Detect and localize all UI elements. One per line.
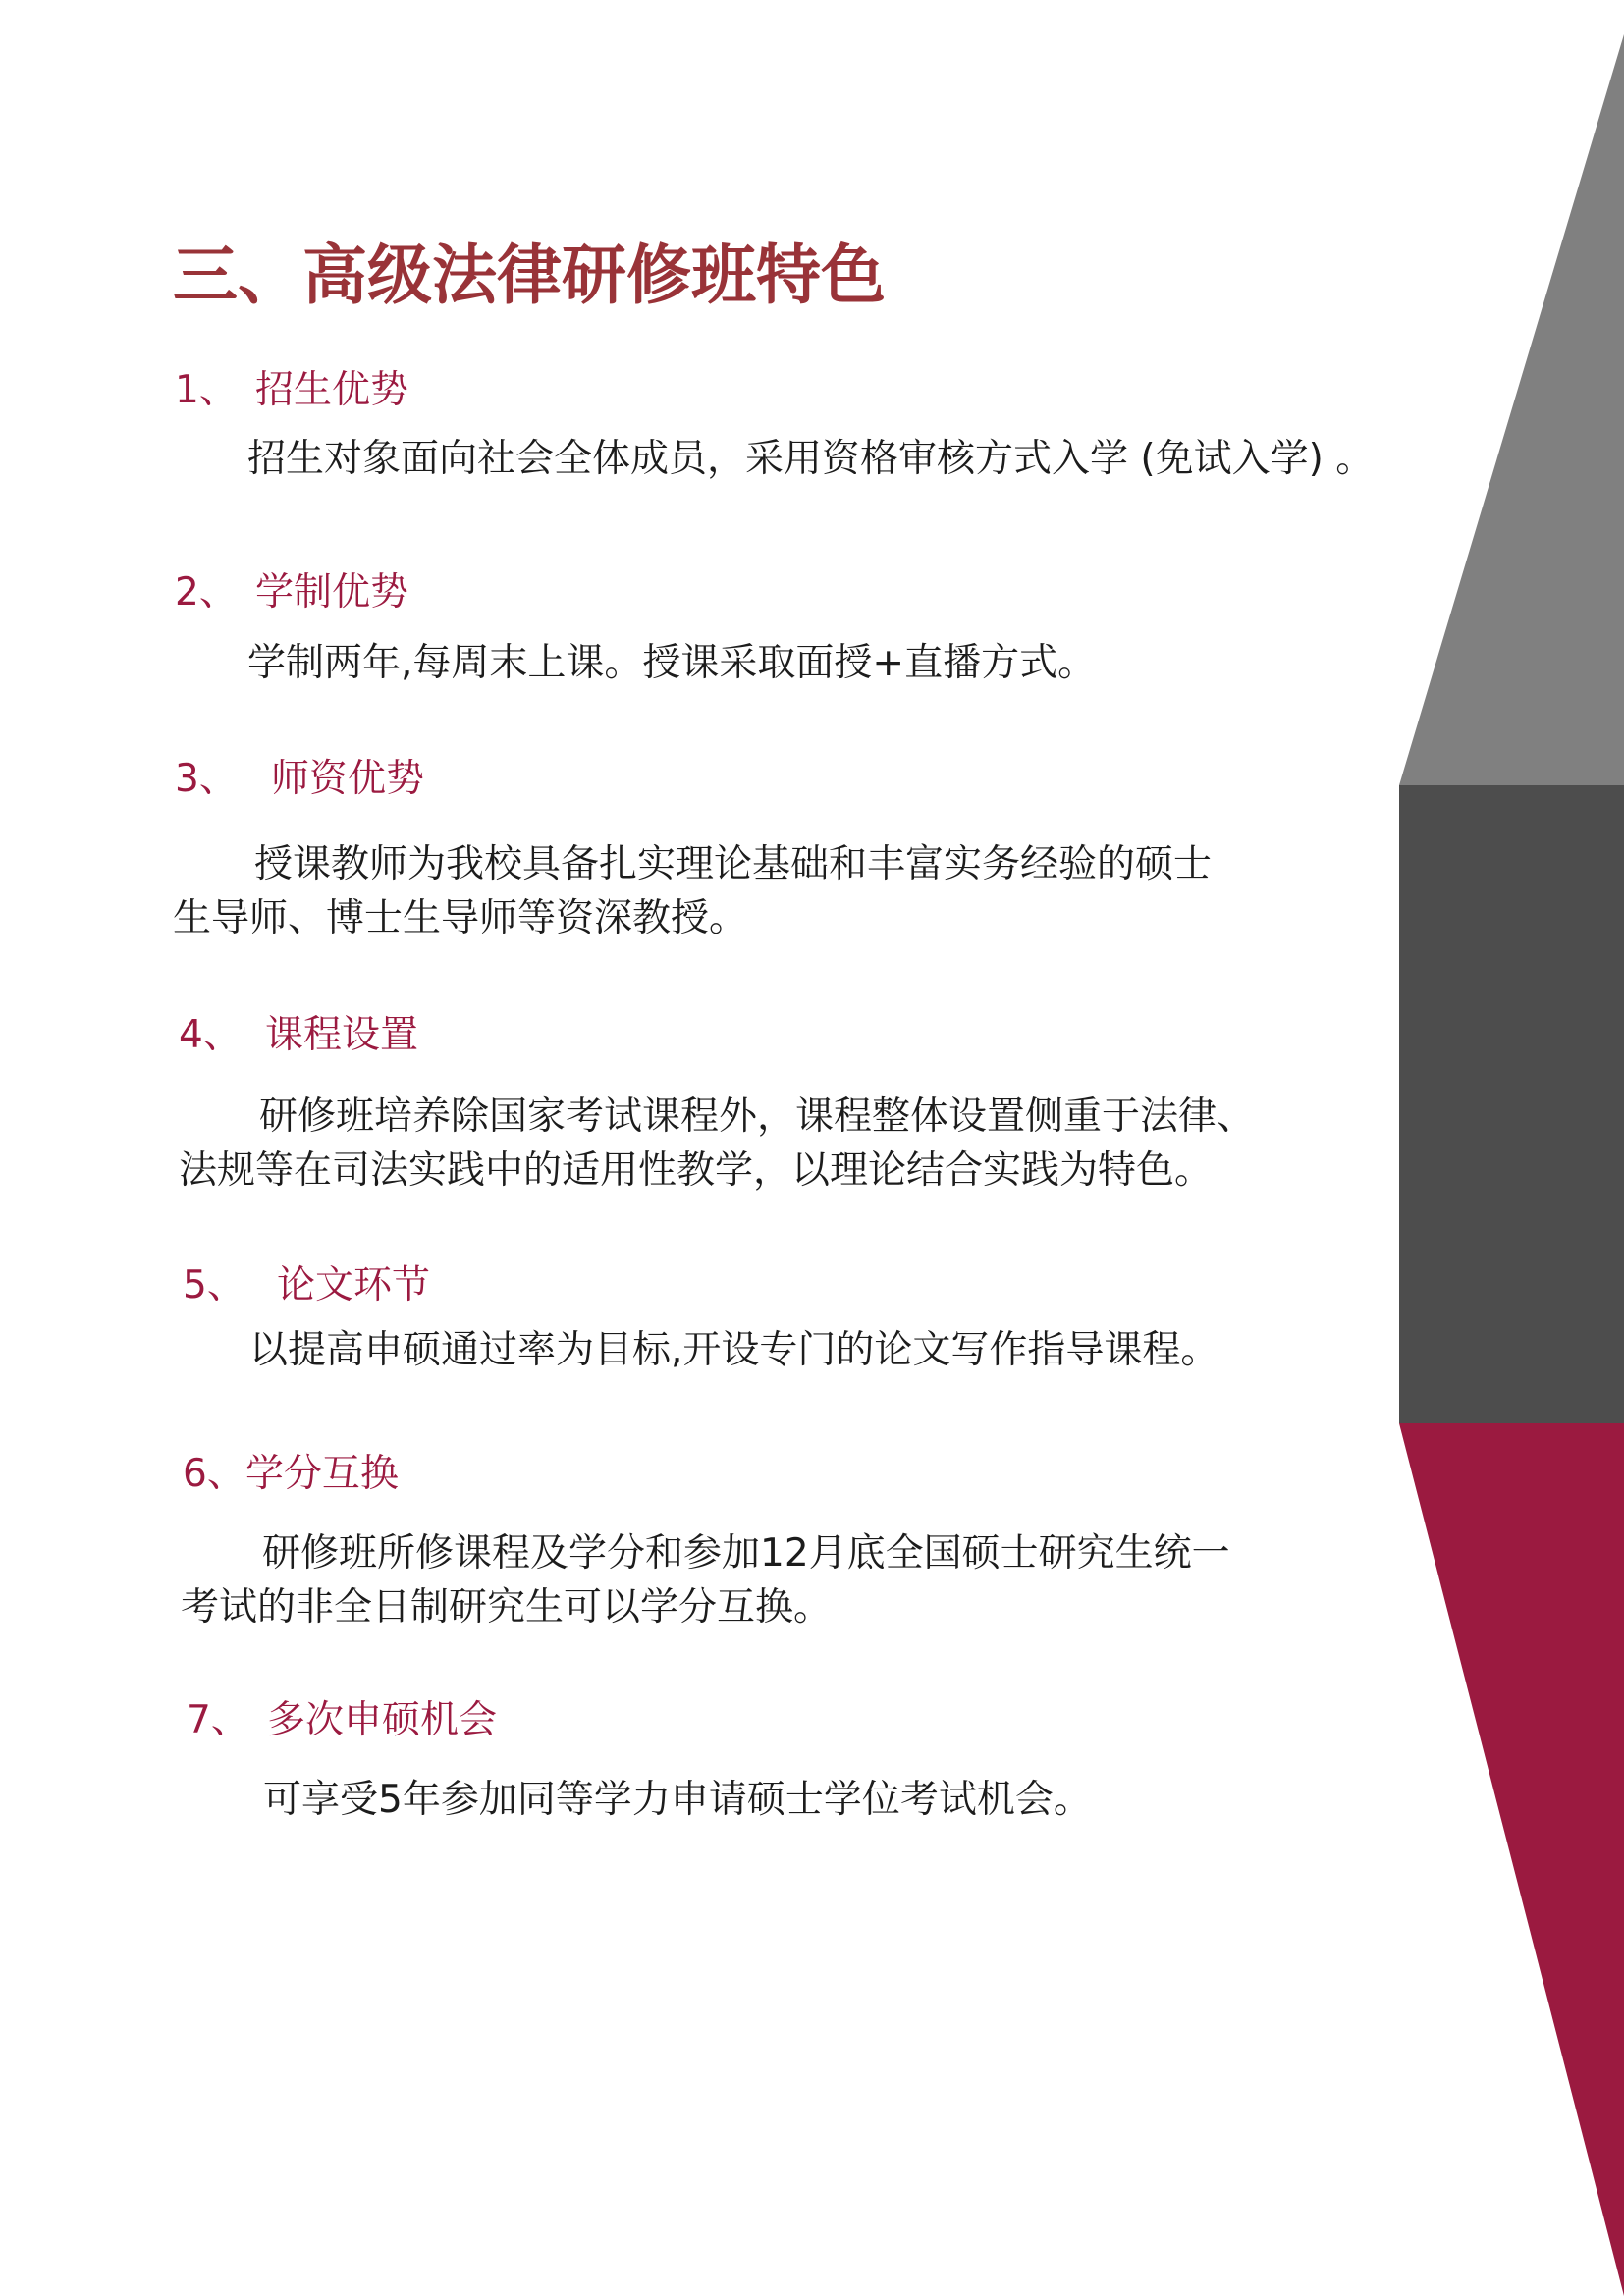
section-body-curriculum — [179, 1090, 1255, 1198]
section-heading-curriculum — [179, 1009, 418, 1062]
section-heading-thesis — [183, 1259, 430, 1312]
section-number: 7、 — [187, 1698, 249, 1742]
body-line: 以提高申硕通过率为目标,开设专门的论文写作指导课程。 — [249, 1328, 1219, 1372]
section-number: 6、 — [183, 1452, 245, 1496]
section-heading-degree — [187, 1694, 497, 1747]
gray-stripe-middle — [1399, 785, 1624, 1423]
body-line: 授课教师为我校具备扎实理论基础和丰富实务经验的硕士 — [254, 842, 1213, 886]
section-title: 多次申硕机会 — [267, 1698, 498, 1742]
body-line: 考试的非全日制研究生可以学分互换。 — [181, 1585, 833, 1629]
body-line: 研修班所修课程及学分和参加12月底全国硕士研究生统一 — [262, 1531, 1230, 1575]
section-heading-schooling — [175, 566, 408, 619]
crimson-stripe-bottom — [1399, 1423, 1624, 2296]
body-line: 招生对象面向社会全体成员，采用资格审核方式入学 (免试入学) 。 — [247, 437, 1375, 481]
section-heading-faculty — [175, 753, 424, 806]
section-title: 学分互换 — [244, 1452, 399, 1496]
section-number: 4、 — [179, 1013, 242, 1057]
section-title: 学制优势 — [255, 570, 409, 614]
section-title: 课程设置 — [265, 1013, 419, 1057]
gray-stripe-top — [1399, 34, 1624, 785]
section-body-faculty — [173, 837, 1212, 945]
section-body-thesis — [249, 1323, 1218, 1377]
section-body-credits — [181, 1526, 1230, 1634]
section-number: 2、 — [175, 570, 238, 614]
section-title: 论文环节 — [277, 1263, 431, 1308]
section-body-enrollment — [247, 432, 1374, 486]
body-line: 生导师、博士生导师等资深教授。 — [173, 896, 748, 940]
section-body-schooling — [247, 636, 1096, 690]
page-title: 三、高级法律研修班特色 — [173, 238, 886, 313]
section-body-degree — [263, 1773, 1092, 1827]
body-line: 可享受5年参加同等学力申请硕士学位考试机会。 — [263, 1778, 1092, 1822]
body-line: 法规等在司法实践中的适用性教学，以理论结合实践为特色。 — [179, 1148, 1214, 1193]
section-heading-enrollment — [175, 364, 408, 417]
section-heading-credits — [183, 1448, 399, 1501]
section-number: 3、 — [175, 757, 238, 801]
section-number: 5、 — [183, 1263, 245, 1308]
section-title: 师资优势 — [271, 757, 425, 801]
section-number: 1、 — [175, 368, 238, 412]
body-line: 研修班培养除国家考试课程外，课程整体设置侧重于法律、 — [259, 1095, 1256, 1139]
body-line: 学制两年,每周末上课。授课采取面授+直播方式。 — [247, 641, 1097, 685]
section-title: 招生优势 — [255, 368, 409, 412]
